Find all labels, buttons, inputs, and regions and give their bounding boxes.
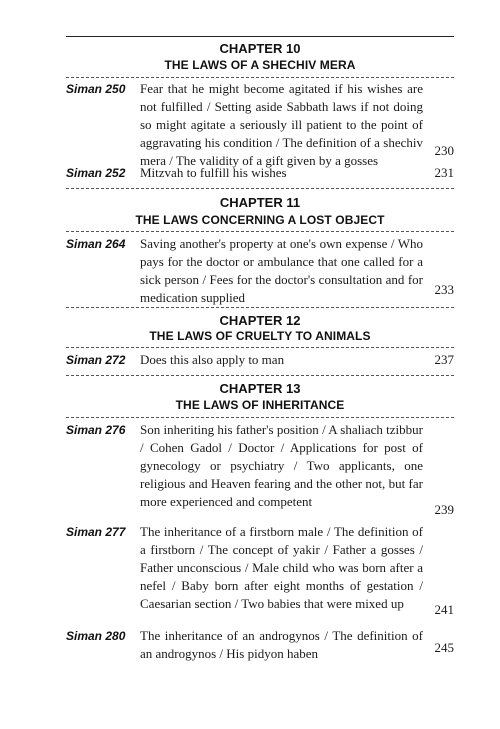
entry-description: The inheritance of a firstborn male / The definition of a firstborn / The concept of yakir / Father a gosses / Father unconscious / Male child who was born after a nefel / Baby born after eight months of gestation / Caesarian section / Two babies that were mixed up — [140, 524, 423, 611]
chapter-number: CHAPTER 12 — [219, 313, 301, 328]
chapter-number: CHAPTER 10 — [219, 41, 301, 56]
page-number: 231 — [434, 165, 454, 180]
chapter-title: THE LAWS CONCERNING A LOST OBJECT — [135, 213, 385, 227]
siman-label: Siman 277 — [66, 525, 126, 539]
siman-label: Siman 280 — [66, 629, 126, 643]
siman-label: Siman 252 — [66, 166, 126, 180]
divider-rule — [66, 77, 454, 78]
entry-description: Saving another's property at one's own expense / Who pays for the doctor or ambulance that one called for a sick person / Fees for the doctor's consultation and for medication supplied — [140, 236, 423, 305]
divider-rule — [66, 347, 454, 348]
siman-label: Siman 264 — [66, 237, 126, 251]
entry-description: The inheritance of an androgynos / The definition of an androgynos / His pidyon haben — [140, 628, 423, 661]
page-number: 239 — [434, 502, 454, 517]
chapter-number: CHAPTER 13 — [219, 381, 301, 396]
page-number: 237 — [434, 352, 454, 367]
divider-rule — [66, 375, 454, 376]
siman-label: Siman 250 — [66, 82, 126, 96]
page-number: 241 — [434, 602, 454, 617]
siman-label: Siman 272 — [66, 353, 126, 367]
page-number: 233 — [434, 282, 454, 297]
chapter-title: THE LAWS OF A SHECHIV MERA — [164, 58, 356, 72]
chapter-number: CHAPTER 11 — [219, 195, 301, 210]
divider-rule — [66, 231, 454, 232]
siman-label: Siman 276 — [66, 423, 126, 437]
entry-description: Mitzvah to fulfill his wishes — [140, 165, 287, 180]
page-number: 245 — [434, 640, 454, 655]
entry-description: Fear that he might become agitated if his wishes are not fulfilled / Setting aside Sabbath laws if not doing so might agitate a seriously ill patient to the point of aggravating his condition / The definition of a shechiv mera / The validity of a gift given by a gosses — [140, 81, 423, 168]
divider-rule — [66, 307, 454, 308]
divider-rule — [66, 36, 454, 37]
page-number: 230 — [434, 143, 454, 158]
chapter-title: THE LAWS OF CRUELTY TO ANIMALS — [149, 329, 371, 343]
entry-description: Does this also apply to man — [140, 352, 285, 367]
entry-description: Son inheriting his father's position / A shaliach tzibbur / Cohen Gadol / Doctor / Applications for post of gynecology or psychiatry / Two applicants, one religious and Heaven fearing and the other not, but far more experienced and competent — [140, 422, 423, 509]
chapter-title: THE LAWS OF INHERITANCE — [175, 398, 345, 412]
divider-rule — [66, 188, 454, 189]
divider-rule — [66, 417, 454, 418]
